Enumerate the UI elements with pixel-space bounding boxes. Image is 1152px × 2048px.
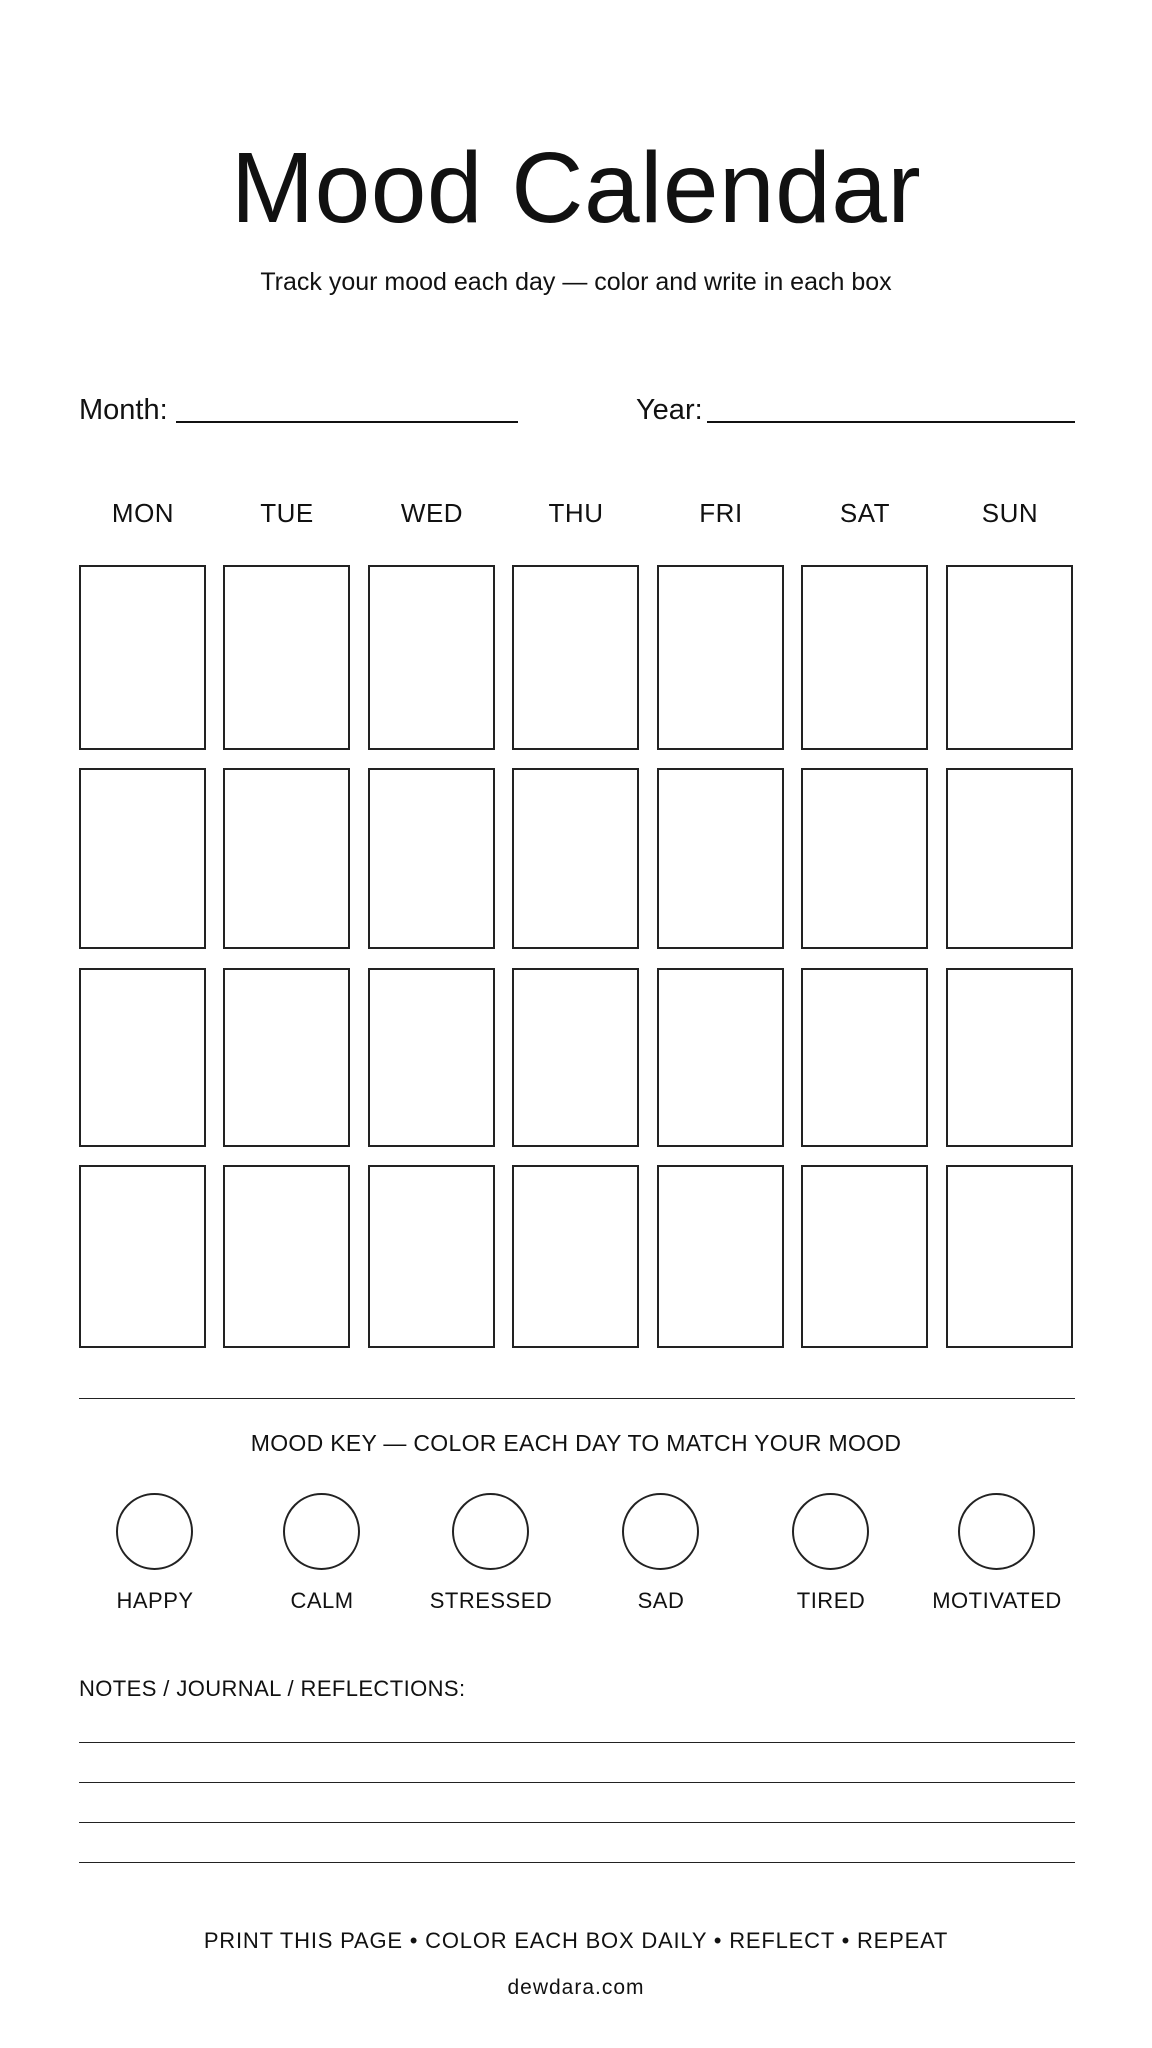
section-divider: [79, 1398, 1075, 1399]
day-cell-week3-sun[interactable]: [946, 968, 1073, 1147]
day-cell-week1-tue[interactable]: [223, 565, 350, 750]
weekday-header-wed: WED: [400, 498, 464, 528]
day-cell-week4-tue[interactable]: [223, 1165, 350, 1348]
day-cell-week2-sun[interactable]: [946, 768, 1073, 949]
notes-line[interactable]: [79, 1822, 1075, 1823]
day-cell-week3-mon[interactable]: [79, 968, 206, 1147]
weekday-header-mon: MON: [111, 498, 175, 528]
day-cell-week1-thu[interactable]: [512, 565, 639, 750]
day-cell-week1-mon[interactable]: [79, 565, 206, 750]
day-cell-week2-wed[interactable]: [368, 768, 495, 949]
weekday-header-thu: THU: [548, 498, 604, 528]
mood-circle-stressed[interactable]: [452, 1493, 529, 1570]
mood-circle-motivated[interactable]: [958, 1493, 1035, 1570]
day-cell-week4-fri[interactable]: [657, 1165, 784, 1348]
mood-key-title: MOOD KEY — COLOR EACH DAY TO MATCH YOUR MOOD: [250, 1430, 902, 1456]
month-label: Month:: [79, 394, 168, 426]
day-cell-week3-sat[interactable]: [801, 968, 928, 1147]
day-cell-week1-wed[interactable]: [368, 565, 495, 750]
year-field[interactable]: [707, 421, 1075, 423]
day-cell-week3-tue[interactable]: [223, 968, 350, 1147]
day-cell-week1-sun[interactable]: [946, 565, 1073, 750]
day-cell-week4-sun[interactable]: [946, 1165, 1073, 1348]
notes-line[interactable]: [79, 1782, 1075, 1783]
day-cell-week4-wed[interactable]: [368, 1165, 495, 1348]
page-title: Mood Calendar: [230, 132, 922, 244]
weekday-header-sun: SUN: [981, 498, 1039, 528]
mood-circle-calm[interactable]: [283, 1493, 360, 1570]
notes-line[interactable]: [79, 1742, 1075, 1743]
day-cell-week2-thu[interactable]: [512, 768, 639, 949]
day-cell-week4-mon[interactable]: [79, 1165, 206, 1348]
day-cell-week1-fri[interactable]: [657, 565, 784, 750]
footer-website: dewdara.com: [507, 1976, 645, 1999]
mood-label-stressed: STRESSED: [429, 1588, 553, 1613]
page-subtitle: Track your mood each day — color and write in each box: [260, 268, 892, 296]
day-cell-week4-thu[interactable]: [512, 1165, 639, 1348]
weekday-header-fri: FRI: [699, 498, 743, 528]
day-cell-week3-fri[interactable]: [657, 968, 784, 1147]
mood-circle-happy[interactable]: [116, 1493, 193, 1570]
month-field[interactable]: [176, 421, 518, 423]
footer-instructions: PRINT THIS PAGE • COLOR EACH BOX DAILY • REFLECT • REPEAT: [203, 1928, 949, 1953]
day-cell-week3-thu[interactable]: [512, 968, 639, 1147]
mood-label-happy: HAPPY: [116, 1588, 194, 1613]
day-cell-week2-tue[interactable]: [223, 768, 350, 949]
mood-label-sad: SAD: [637, 1588, 685, 1613]
day-cell-week1-sat[interactable]: [801, 565, 928, 750]
mood-label-tired: TIRED: [796, 1588, 866, 1613]
year-label: Year:: [636, 394, 703, 426]
notes-line[interactable]: [79, 1862, 1075, 1863]
weekday-header-tue: TUE: [260, 498, 314, 528]
day-cell-week2-sat[interactable]: [801, 768, 928, 949]
weekday-header-sat: SAT: [839, 498, 891, 528]
mood-circle-sad[interactable]: [622, 1493, 699, 1570]
mood-circle-tired[interactable]: [792, 1493, 869, 1570]
day-cell-week4-sat[interactable]: [801, 1165, 928, 1348]
mood-label-motivated: MOTIVATED: [932, 1588, 1062, 1613]
mood-label-calm: CALM: [290, 1588, 354, 1613]
day-cell-week3-wed[interactable]: [368, 968, 495, 1147]
day-cell-week2-mon[interactable]: [79, 768, 206, 949]
day-cell-week2-fri[interactable]: [657, 768, 784, 949]
notes-label: NOTES / JOURNAL / REFLECTIONS:: [79, 1676, 466, 1701]
